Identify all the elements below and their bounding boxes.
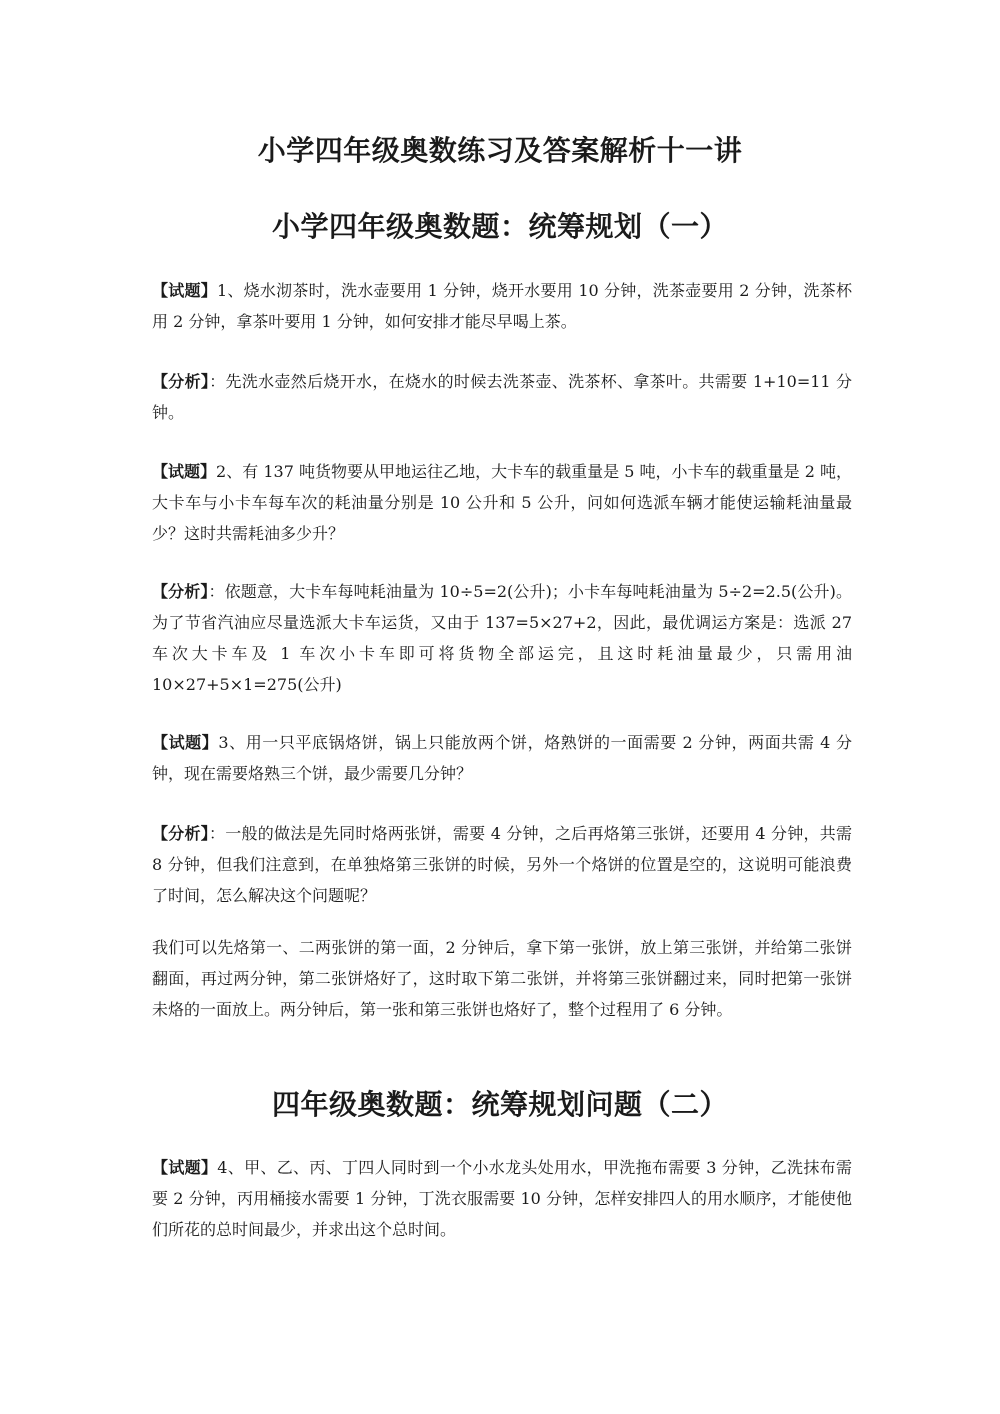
question-4 bbox=[152, 1152, 852, 1245]
section-1-title: 小学四年级奥数题：统筹规划（一） bbox=[271, 210, 728, 243]
section-2-title: 四年级奥数题：统筹规划问题（二） bbox=[271, 1088, 728, 1121]
question-label: 【试题】 bbox=[152, 733, 219, 752]
analysis-paragraph: 我们可以先烙第一、二两张饼的第一面，2 分钟后，拿下第一张饼，放上第三张饼，并给第二张饼翻面，再过两分钟，第二张饼烙好了，这时取下第二张饼，并将第三张饼翻过来，同时把第一张饼未烙的一面放上。两分钟后，第一张和第三张饼也烙好了，整个过程用了 6 分钟。 bbox=[152, 938, 852, 1019]
question-label: 【试题】 bbox=[152, 281, 217, 300]
analysis-text: ：一般的做法是先同时烙两张饼，需要 4 分钟，之后再烙第三张饼，还要用 4 分钟，共需 8 分钟，但我们注意到，在单独烙第三张饼的时候，另外一个烙饼的位置是空的，这说明可能浪费了时间，怎么解决这个问题呢？ bbox=[152, 824, 852, 905]
analysis-label: 【分析】 bbox=[152, 372, 210, 391]
question-text: 4、甲、乙、丙、丁四人同时到一个小水龙头处用水，甲洗拖布需要 3 分钟，乙洗抹布需要 2 分钟，丙用桶接水需要 1 分钟，丁洗衣服需要 10 分钟，怎样安排四人的用水顺序，才能使他们所花的总时间最少，并求出这个总时间。 bbox=[152, 1158, 852, 1239]
question-text: 1、烧水沏茶时，洗水壶要用 1 分钟，烧开水要用 10 分钟，洗茶壶要用 2 分钟，洗茶杯用 2 分钟，拿茶叶要用 1 分钟，如何安排才能尽早喝上茶。 bbox=[152, 281, 852, 331]
question-2 bbox=[152, 456, 852, 549]
analysis-label: 【分析】 bbox=[152, 824, 210, 843]
analysis-1 bbox=[152, 366, 852, 428]
question-text: 2、有 137 吨货物要从甲地运往乙地，大卡车的载重量是 5 吨，小卡车的载重量是 2 吨，大卡车与小卡车每车次的耗油量分别是 10 公升和 5 公升，问如何选派车辆才能使运输耗油量最少？这时共需耗油多少升？ bbox=[152, 462, 852, 543]
analysis-2 bbox=[152, 576, 852, 700]
main-title: 小学四年级奥数练习及答案解析十一讲 bbox=[257, 134, 743, 167]
question-1 bbox=[152, 275, 852, 337]
question-3 bbox=[152, 727, 852, 789]
question-text: 3、用一只平底锅烙饼，锅上只能放两个饼，烙熟饼的一面需要 2 分钟，两面共需 4 分钟，现在需要烙熟三个饼，最少需要几分钟？ bbox=[152, 733, 852, 783]
analysis-3 bbox=[152, 818, 852, 911]
question-label: 【试题】 bbox=[152, 462, 217, 481]
analysis-text: ：先洗水壶然后烧开水，在烧水的时候去洗茶壶、洗茶杯、拿茶叶。共需要 1+10=11 分钟。 bbox=[152, 372, 852, 422]
analysis-text: ：依题意，大卡车每吨耗油量为 10÷5=2(公升)；小卡车每吨耗油量为 5÷2=2.5(公升)。为了节省汽油应尽量选派大卡车运货，又由于 137=5×27+2，因此，最优调运方案是：选派 27 车次大卡车及 1 车次小卡车即可将货物全部运完，且这时耗油量最少，只需用油 10×27+5×1=275(公升) bbox=[152, 582, 852, 694]
question-label: 【试题】 bbox=[152, 1158, 218, 1177]
analysis-label: 【分析】 bbox=[152, 582, 209, 601]
